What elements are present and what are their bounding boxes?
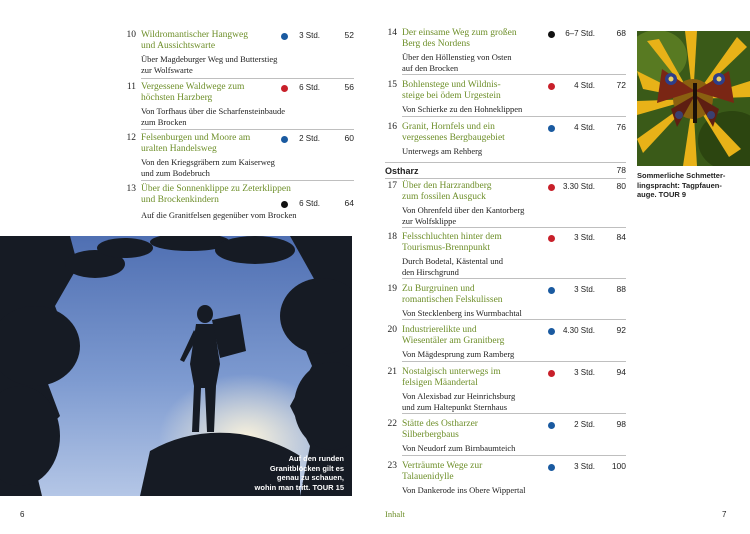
tour-number: 21 [387,367,397,377]
difficulty-dot-icon [548,464,555,471]
toc-entry[interactable] [124,133,354,177]
toc-entry[interactable] [385,284,626,320]
tour-subtitle [402,205,524,226]
subtitle-line: Über Magdeburger Weg und Butterstieg [141,54,278,64]
section-page-number: 78 [616,165,626,175]
toc-entry[interactable] [124,82,354,126]
subtitle-line: Von den Kriegsgräbern zum Kaiserweg [141,157,275,167]
toc-entry[interactable] [385,325,626,361]
title-line: und Brockenkindern [141,195,219,205]
tour-duration: 3 Std. [299,31,320,40]
caption-line: auge. TOUR 9 [637,190,687,199]
tour-number: 18 [387,232,397,242]
section-divider [385,178,626,179]
difficulty-dot-icon [281,136,288,143]
toc-entry[interactable] [385,181,626,225]
title-line: Nostalgisch unterwegs im [402,367,501,377]
difficulty-dot-icon [548,235,555,242]
toc-entry[interactable] [385,232,626,276]
tour-page-number: 76 [616,122,626,132]
tour-title[interactable] [402,181,492,203]
entry-divider [402,413,626,414]
entry-divider [402,74,626,75]
title-line: uralten Handelsweg [141,144,217,154]
hiker-photo-caption [255,454,344,492]
tour-number: 20 [387,325,397,335]
difficulty-dot-icon [548,125,555,132]
tour-number: 12 [126,133,136,143]
entry-divider [402,116,626,117]
tour-page-number: 100 [611,461,626,471]
title-line: höchsten Harzberg [141,93,213,103]
tour-number: 10 [126,30,136,40]
title-line: Bohlenstege und Wildnis- [402,80,501,90]
subtitle-line: Von Ohrenfeld über den Kantorberg [402,205,525,215]
left-page-number: 6 [20,510,25,519]
tour-subtitle [402,146,482,157]
tour-page-number: 92 [616,325,626,335]
tour-page-number: 94 [616,367,626,377]
tour-title[interactable] [402,232,502,254]
tour-subtitle [141,157,275,178]
title-line: romantischen Felskulissen [402,295,503,305]
tour-title[interactable] [141,133,250,155]
difficulty-dot-icon [548,370,555,377]
toc-entry[interactable] [385,80,626,116]
tour-subtitle [141,54,277,75]
title-line: zum fossilen Ausguck [402,192,486,202]
difficulty-dot-icon [281,85,288,92]
title-line: Granit, Hornfels und ein [402,122,495,132]
tour-subtitle [402,485,526,496]
tour-page-number: 68 [616,28,626,38]
tour-number: 11 [126,82,136,92]
tour-subtitle [402,52,512,73]
toc-entry[interactable] [385,122,626,158]
caption-line: lingspracht: Tagpfauen- [637,180,722,190]
tour-page-number: 84 [616,232,626,242]
tour-title[interactable] [402,461,482,483]
tour-page-number: 52 [344,30,354,40]
title-line: Der einsame Weg zum großen [402,28,517,38]
subtitle-line: Von Torfhaus über die Scharfensteinbaude [141,106,286,116]
tour-number: 13 [126,184,136,194]
toc-entry[interactable] [385,367,626,411]
tour-subtitle [402,308,522,319]
tour-page-number: 72 [616,80,626,90]
tour-page-number: 80 [616,181,626,191]
subtitle-line: Über den Höllenstieg von Osten [402,52,512,62]
tour-title[interactable] [402,28,517,50]
caption-line: wohin man tritt. TOUR 15 [254,482,344,492]
caption-line: Auf den runden [288,454,344,463]
entry-divider [402,227,626,228]
tour-number: 19 [387,284,397,294]
tour-duration: 3 Std. [574,462,595,471]
tour-duration: 4.30 Std. [562,326,595,335]
subtitle-line: Von Alexisbad zur Heinrichsburg [402,391,516,401]
subtitle-line: zum Brocken [141,116,187,127]
entry-divider [141,180,354,181]
tour-title[interactable] [402,367,501,389]
toc-entry[interactable] [124,30,354,74]
title-line: Wildromantischer Hangweg [141,30,248,40]
title-line: Wiesentäler am Granitberg [402,336,505,346]
subtitle-line: auf den Brocken [402,62,459,73]
section-heading[interactable]: Ostharz [385,166,419,176]
caption-line: Sommerliche Schmetter- [637,171,726,180]
subtitle-line: zur Wolfsklippe [402,215,457,226]
caption-line: Granitblöcken gilt es [269,463,344,473]
subtitle-line: und zum Bodebruch [141,167,210,178]
tour-page-number: 88 [616,284,626,294]
tour-title[interactable] [402,80,501,102]
title-line: vergessenes Bergbaugebiet [402,133,505,143]
difficulty-dot-icon [281,33,288,40]
title-line: Über die Sonnenklippe zu Zeterklippen [141,184,291,194]
tour-number: 17 [387,181,397,191]
difficulty-dot-icon [548,184,555,191]
toc-entry[interactable] [385,28,626,72]
title-line: Industrierelikte und [402,325,477,335]
tour-duration: 3.30 Std. [562,182,595,191]
title-line: Berg des Nordens [402,39,470,49]
tour-title[interactable] [402,284,503,306]
title-line: Silberbergbaus [402,430,459,440]
tour-page-number: 98 [616,419,626,429]
tour-number: 22 [387,419,397,429]
title-line: Verträumte Wege zur [402,461,483,471]
tour-subtitle [402,391,515,412]
subtitle-line: Unterwegs am Rehberg [402,146,483,156]
title-line: Über den Harzrandberg [402,181,492,191]
subtitle-line: Auf die Granitfelsen gegenüber vom Brocken [141,210,297,220]
tour-subtitle [402,349,514,360]
hiker-photo [0,236,352,496]
tour-title[interactable] [141,30,248,52]
footer-section-title: Inhalt [385,509,405,519]
difficulty-dot-icon [548,287,555,294]
title-line: und Aussichtswarte [141,41,216,51]
subtitle-line: Durch Bodetal, Kästental und [402,256,504,266]
tour-duration: 6 Std. [299,199,320,208]
tour-page-number: 64 [344,198,354,208]
tour-title[interactable] [141,184,291,206]
title-line: Felsenburgen und Moore am [141,133,251,143]
right-page-number: 7 [722,510,727,519]
subtitle-line: Von Dankerode ins Obere Wippertal [402,485,526,495]
tour-number: 23 [387,461,397,471]
entry-divider [141,78,354,79]
difficulty-dot-icon [281,201,288,208]
entry-divider [402,455,626,456]
tour-subtitle [402,443,515,454]
entry-divider [402,361,626,362]
tour-subtitle [402,256,503,277]
title-line: steige bei ödem Urgestein [402,91,501,101]
tour-duration: 2 Std. [299,134,320,143]
tour-title[interactable] [402,419,478,441]
title-line: Vergessene Waldwege zum [141,82,245,92]
toc-entry[interactable] [124,184,354,224]
tour-duration: 3 Std. [574,233,595,242]
section-divider [385,162,626,163]
tour-number: 15 [387,80,397,90]
subtitle-line: zur Wolfswarte [141,64,193,75]
difficulty-dot-icon [548,83,555,90]
subtitle-line: Von Mägdesprung zum Ramberg [402,349,515,359]
entry-divider [141,129,354,130]
subtitle-line: den Hirschgrund [402,266,459,277]
title-line: felsigen Mäandertal [402,378,478,388]
tour-subtitle [402,104,522,115]
tour-number: 16 [387,122,397,132]
title-line: Felsschluchten hinter dem [402,232,502,242]
tour-number: 14 [387,28,397,38]
tour-duration: 2 Std. [574,420,595,429]
tour-subtitle [141,210,297,221]
tour-title[interactable] [141,82,244,104]
tour-page-number: 60 [344,133,354,143]
butterfly-photo [637,31,750,166]
tour-title[interactable] [402,122,505,144]
difficulty-dot-icon [548,328,555,335]
subtitle-line: Von Neudorf zum Birnbaumteich [402,443,516,453]
tour-duration: 6 Std. [299,83,320,92]
title-line: Talauenidylle [402,472,454,482]
entry-divider [402,278,626,279]
tour-duration: 4 Std. [574,123,595,132]
toc-entry[interactable] [385,419,626,455]
difficulty-dot-icon [548,31,555,38]
tour-subtitle [141,106,285,127]
tour-duration: 3 Std. [574,285,595,294]
tour-duration: 6–7 Std. [565,29,595,38]
toc-entry[interactable] [385,461,626,497]
subtitle-line: Von Stecklenberg ins Wurmbachtal [402,308,522,318]
tour-duration: 4 Std. [574,81,595,90]
caption-line: genau zu schauen, [276,473,344,482]
butterfly-photo-caption [637,171,725,200]
tour-duration: 3 Std. [574,368,595,377]
tour-page-number: 56 [344,82,354,92]
subtitle-line: und zum Haltepunkt Sternhaus [402,401,508,412]
difficulty-dot-icon [548,422,555,429]
title-line: Zu Burgruinen und [402,284,475,294]
subtitle-line: Von Schierke zu den Hohneklippen [402,104,523,114]
title-line: Tourismus-Brennpunkt [402,243,490,253]
title-line: Stätte des Ostharzer [402,419,478,429]
tour-title[interactable] [402,325,504,347]
entry-divider [402,319,626,320]
